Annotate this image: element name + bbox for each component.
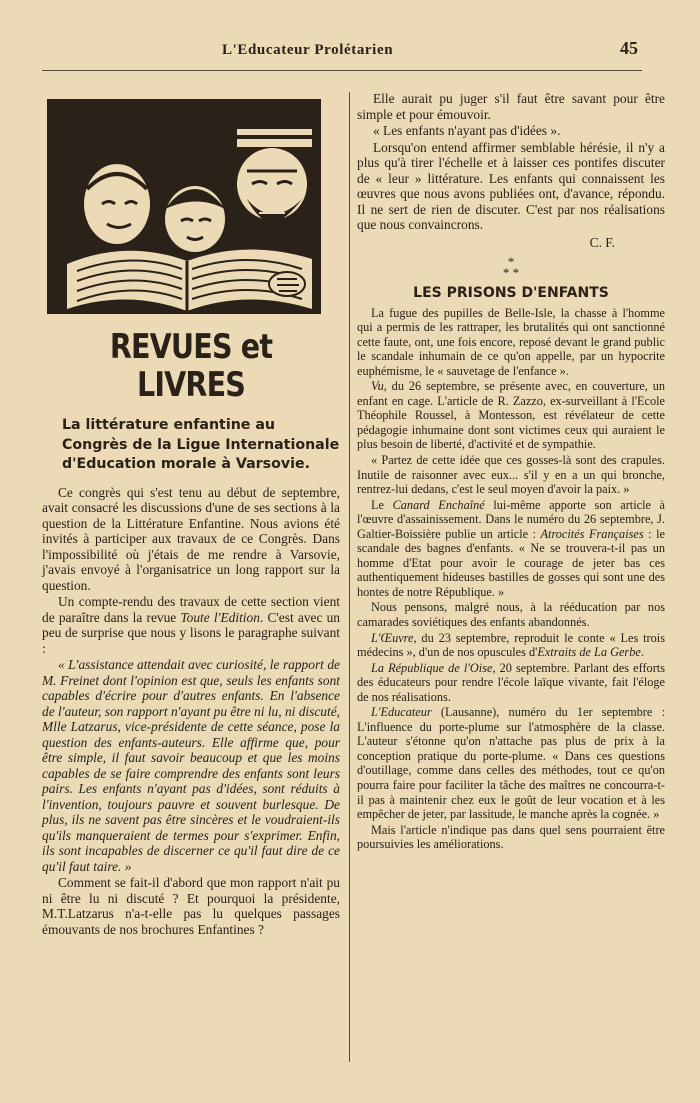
paragraph: Vu, du 26 septembre, se présente avec, en couverture, un enfant en cage. L'article de R. Zazzo, ex-surveillant à l'Ecole Théophile Roussel, à Montesson, est révélateur de cette pédagogie inhumaine dont sont victimes ceux qui auraient le plus besoin de liberté, d'activité et de sympathie.	[357, 379, 665, 452]
column-divider	[349, 92, 350, 1062]
section-separator	[357, 256, 665, 278]
page-number: 45	[620, 38, 638, 58]
page-header	[0, 34, 700, 66]
paragraph: Comment se fait-il d'abord que mon rapport n'ait pu ni être lu ni discuté ? Et pourquoi la présidente, M.T.Latzarus n'a-t-elle pas lu quelques passages émouvants de nos brochures Enfantines ?	[42, 875, 340, 937]
paragraph: « Partez de cette idée que ces gosses-là sont des crapules. Inutile de raisonner avec eux... s'il y en a un qui bronche, rentrez-lui dedans, c'est le seul moyen d'avoir la paix. »	[357, 452, 665, 497]
header-rule	[42, 70, 642, 71]
paragraph: Elle aurait pu juger s'il faut être savant pour être simple et pour émouvoir.	[357, 91, 665, 122]
paragraph: La fugue des pupilles de Belle-Isle, la chasse à l'homme qui a permis de les rattraper, les brutalités qui ont sanctionné cette faute, ont, une fois encore, reposé devant le grand public le scandale inhumain de ce qu'on appelle, par un hypocrite euphémisme, le « sauvetage de l'enfance ».	[357, 305, 665, 378]
paragraph: L'Educateur (Lausanne), numéro du 1er septembre : L'influence du porte-plume sur l'atmosphère de la classe. L'auteur s'étonne qu'on n'attache pas plus de prix à la conception pratique du porte-plume. « Dans ces questions d'outillage, comme dans celles des méthodes, tout ce qu'on pourra faire pour faciliter la tâche des maîtres ne concourra-t-il pas à maintenir chez eux le goût de leur vocation et à les empêcher de jeter, par lassitude, le manche après la cognée. »	[357, 705, 665, 822]
paragraph: Ce congrès qui s'est tenu au début de septembre, avait consacré les discussions d'une de ses sections à la question de la Littérature Enfantine. Nous avions été invités à participer aux travaux de ce Congrès. Dans l'impossibilité où j'étais de me rendre à Varsovie, j'avais envoyé à l'organisatrice un long rapport sur la question.	[42, 484, 340, 593]
paragraph: L'Œuvre, du 23 septembre, reproduit le conte « Les trois médecins », d'un de nos opuscules d'Extraits de La Gerbe.	[357, 630, 665, 660]
left-column	[42, 95, 340, 937]
signature: C. F.	[589, 234, 615, 250]
journal-title: L'Educateur Prolétarien	[222, 42, 394, 58]
section-masthead: REVUES et LIVRES	[109, 327, 273, 405]
article-title: LES PRISONS D'ENFANTS	[413, 285, 609, 301]
paragraph: Nous pensons, malgré nous, à la rééducation par nos camarades soviétiques des enfants abandonnés.	[357, 600, 665, 629]
paragraph: Un compte-rendu des travaux de cette section vient de paraître dans la revue Toute l'Edition. C'est avec un peu de surprise que nous y lisons le paragraphe suivant :	[42, 594, 340, 656]
woodcut-illustration	[47, 99, 321, 314]
paragraph: Mais l'article n'indique pas dans quel sens pourraient être poursuivies les améliorations.	[357, 822, 665, 852]
star-ornament-bottom: * *	[502, 265, 520, 280]
paragraph: « Les enfants n'ayant pas d'idées ».	[373, 123, 561, 138]
paragraph: Lorsqu'on entend affirmer semblable hérésie, il n'y a plus qu'à tirer l'échelle et à laisser ces pontifes discuter de « leur » littérature. Les enfants qui connaissent les œuvres que nous avons publiées ont, d'avance, répondu. Il ne sert de rien de discuter. C'est par nos réalisations que nous convaincrons.	[357, 139, 665, 232]
article-body	[357, 306, 665, 852]
right-column	[357, 91, 665, 852]
paragraph: Le Canard Enchaîné lui-même apporte son article à l'œuvre d'assainissement. Dans le numéro du 26 septembre, J. Galtier-Boissière publie un article : Atrocités Françaises : le scandale des bagnes d'enfants. « Ne se trouvera-t-il pas un homme d'Etat pour avoir le courage de jeter bas ces authentiquement hideuses bastilles de gosses qui sont une des hontes de notre République. »	[357, 497, 666, 599]
paragraph: La République de l'Oise, 20 septembre. Parlant des efforts des éducateurs pour rendre l'école laïque vivante, fait l'éloge de nos réalisations.	[357, 660, 665, 704]
block-quote: « L'assistance attendait avec curiosité, le rapport de M. Freinet dont l'opinion est que, seuls les enfants sont capables d'écrire pour d'autres enfants. En l'absence de l'auteur, son rapport n'ayant pu être ni lu, ni discuté, Mlle Latzarus, vice-présidente de cette séance, pose la question des enfants-auteurs. Elle affirme que, pour être simple, il faut savoir beaucoup et que les moins capables de se faire comprendre des enfants sont leurs pairs. Les enfants n'ayant pas d'idées, sont réduits à l'invention, toujours pauvre et souvent burlesque. De plus, ils ne savent pas être sincères et le voudraient-ils qu'ils manqueraient de termes pour s'exprimer. Enfin, ils sont incapables de discerner ce qu'il faut dire de ce qu'il faut taire. »	[42, 657, 340, 874]
article-heading: La littérature enfantine au Congrès de la Ligue Internationale d'Education morale à Varsovie.	[62, 417, 340, 472]
star-ornament-top: *	[507, 254, 515, 269]
